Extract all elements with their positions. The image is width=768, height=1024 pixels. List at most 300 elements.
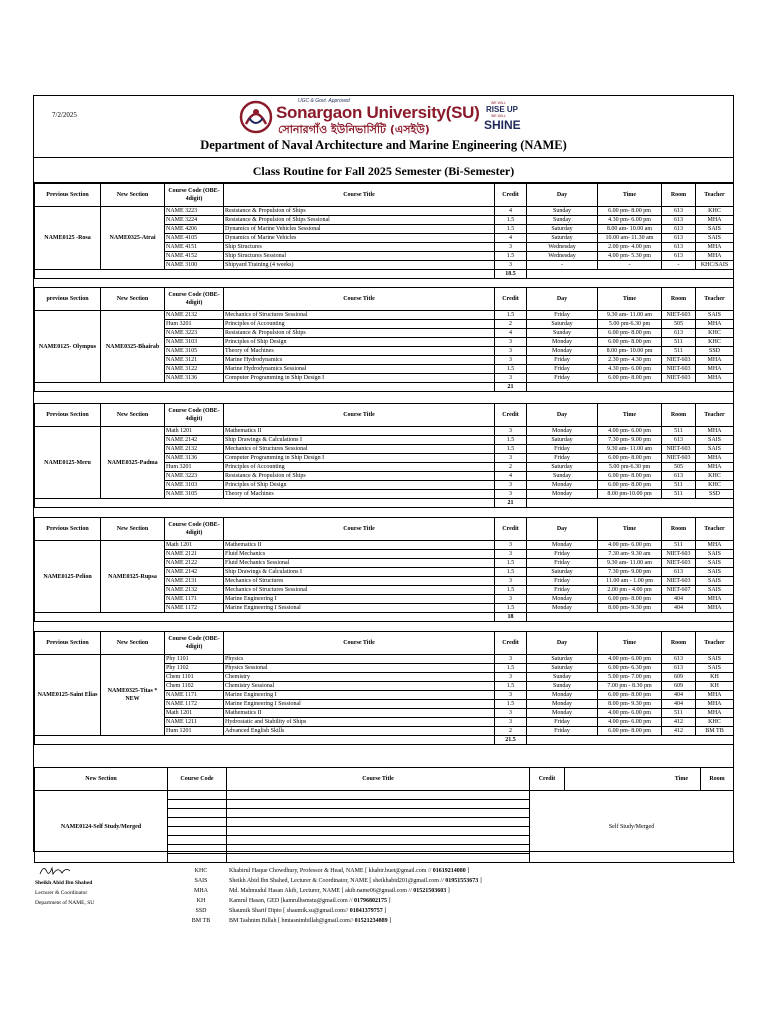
course-code-cell: Phy 1102 bbox=[165, 664, 224, 673]
header-cell: Time bbox=[598, 288, 662, 311]
header-cell: Room bbox=[662, 184, 696, 207]
credit-cell: 3 bbox=[495, 356, 527, 365]
course-title-cell: Principles of Ship Design bbox=[224, 338, 495, 347]
day-cell: Monday bbox=[527, 700, 598, 709]
course-code-cell: NAME 3136 bbox=[165, 374, 224, 383]
day-cell: Sunday bbox=[527, 216, 598, 225]
total-credit-cell: 21 bbox=[495, 499, 527, 508]
course-code-cell: NAME 2131 bbox=[165, 577, 224, 586]
room-cell: 613 bbox=[662, 234, 696, 243]
blank-cell bbox=[168, 809, 227, 818]
course-title-cell: Marine Engineering I bbox=[224, 595, 495, 604]
course-title-cell: Ship Drawings & Calculations I bbox=[224, 568, 495, 577]
total-credit-row bbox=[35, 383, 734, 392]
blank-cell bbox=[527, 383, 734, 392]
self-study-header-row bbox=[35, 768, 734, 791]
day-cell: Friday bbox=[527, 311, 598, 320]
room-cell: 511 bbox=[662, 481, 696, 490]
course-code-cell: NAME 3105 bbox=[165, 490, 224, 499]
teacher-cell: KH bbox=[696, 673, 734, 682]
credit-cell: 3 bbox=[495, 490, 527, 499]
course-code-cell: NAME 3224 bbox=[165, 216, 224, 225]
day-cell: Sunday bbox=[527, 207, 598, 216]
room-cell: NIET-603 bbox=[662, 374, 696, 383]
table-row bbox=[35, 655, 734, 664]
table-header-row bbox=[35, 518, 734, 541]
header-cell: Time bbox=[598, 632, 662, 655]
course-title-cell: Resistance & Propulsion of Ships bbox=[224, 329, 495, 338]
blank-cell bbox=[227, 791, 530, 800]
teacher-details: BM Tashnim Billah [ bmtasnimbillah@gmail.com// bbox=[229, 918, 355, 924]
course-title-cell: Marine Engineering I bbox=[224, 691, 495, 700]
time-cell: 6.00 pm- 8.00 pm bbox=[598, 595, 662, 604]
blank-cell bbox=[168, 845, 227, 854]
time-cell: 6.00 pm- 8.00 pm bbox=[598, 691, 662, 700]
header-cell: Day bbox=[527, 404, 598, 427]
logo-university-name: Sonargaon University(SU) bbox=[276, 103, 480, 122]
credit-cell: 3 bbox=[495, 691, 527, 700]
credit-cell: 3 bbox=[495, 577, 527, 586]
blank-cell bbox=[527, 270, 734, 279]
table-row bbox=[35, 427, 734, 436]
credit-cell: 1.5 bbox=[495, 604, 527, 613]
room-cell: 511 bbox=[662, 338, 696, 347]
credit-cell: 1.5 bbox=[495, 216, 527, 225]
self-study-section-cell: NAME0124-Self Study/Merged bbox=[35, 791, 168, 863]
blank-cell bbox=[227, 845, 530, 854]
day-cell: Saturday bbox=[527, 225, 598, 234]
room-cell: 505 bbox=[662, 463, 696, 472]
teacher-cell: MHA bbox=[696, 252, 734, 261]
credit-cell: 3 bbox=[495, 261, 527, 270]
course-code-cell: Math 1201 bbox=[165, 427, 224, 436]
previous-section-cell: NAME0125-Pelion bbox=[35, 541, 101, 613]
course-title-cell: Hydrostatic and Stability of Ships bbox=[224, 718, 495, 727]
teacher-details-end: ] bbox=[387, 898, 391, 904]
time-cell: 4.00 pm- 6.00 pm bbox=[598, 427, 662, 436]
blank-cell bbox=[227, 800, 530, 809]
header-cell: Previous Section bbox=[35, 184, 101, 207]
day-cell: Saturday bbox=[527, 436, 598, 445]
credit-cell: 4 bbox=[495, 207, 527, 216]
header-cell: Credit bbox=[495, 404, 527, 427]
header-cell: Credit bbox=[495, 184, 527, 207]
blank-cell bbox=[527, 613, 734, 622]
course-title-cell: Mathematics II bbox=[224, 427, 495, 436]
teacher-code: KH bbox=[196, 898, 206, 904]
course-code-cell: Chem 1101 bbox=[165, 673, 224, 682]
teacher-details-end: ] bbox=[465, 868, 470, 874]
blank-cell bbox=[227, 809, 530, 818]
header-cell: Day bbox=[527, 288, 598, 311]
room-cell: 511 bbox=[662, 541, 696, 550]
header-cell: Teacher bbox=[696, 288, 734, 311]
teacher-info bbox=[229, 896, 589, 906]
table-header-row bbox=[35, 184, 734, 207]
course-code-cell: NAME 3223 bbox=[165, 472, 224, 481]
table-row bbox=[35, 207, 734, 216]
course-code-cell: NAME 4206 bbox=[165, 225, 224, 234]
time-cell: 4.00 pm- 5.30 pm bbox=[598, 252, 662, 261]
course-title-cell: Mechanics of Structures Sessional bbox=[224, 586, 495, 595]
day-cell: Friday bbox=[527, 365, 598, 374]
credit-cell: 1.5 bbox=[495, 700, 527, 709]
course-title-cell: Dynamics of Marine Vehicles Sessional bbox=[224, 225, 495, 234]
course-title-cell: Advanced English Skills bbox=[224, 727, 495, 736]
teacher-details: Shaumik Sharif Dipto [ shaumik.su@gmail.com// bbox=[229, 908, 350, 914]
course-code-cell: Hum 3201 bbox=[165, 463, 224, 472]
room-cell: NIET-603 bbox=[662, 356, 696, 365]
header-cell: previous Section bbox=[35, 288, 101, 311]
teacher-cell: SSD bbox=[696, 490, 734, 499]
table-header-row bbox=[35, 404, 734, 427]
teacher-cell: KHC bbox=[696, 481, 734, 490]
course-title-cell: Mechanics of Structures bbox=[224, 577, 495, 586]
day-cell: Friday bbox=[527, 718, 598, 727]
course-title-cell: Mathematics II bbox=[224, 709, 495, 718]
time-cell: 7.30 am- 9.30 am bbox=[598, 550, 662, 559]
course-code-cell: NAME 2132 bbox=[165, 586, 224, 595]
room-cell: NIET-603 bbox=[662, 559, 696, 568]
course-title-cell: Physics Sessional bbox=[224, 664, 495, 673]
course-code-cell: NAME 2142 bbox=[165, 568, 224, 577]
total-credit-row bbox=[35, 270, 734, 279]
room-cell: 511 bbox=[662, 709, 696, 718]
teacher-cell: MHA bbox=[696, 541, 734, 550]
total-credit-cell: 18.5 bbox=[495, 270, 527, 279]
teacher-cell: MHA bbox=[696, 691, 734, 700]
credit-cell: 3 bbox=[495, 709, 527, 718]
time-cell: 5.00 pm-6.30 pm bbox=[598, 463, 662, 472]
new-section-cell: NAME0325-Bhairab bbox=[101, 311, 165, 383]
university-logo bbox=[238, 98, 538, 136]
teacher-cell: MHA bbox=[696, 700, 734, 709]
day-cell: Monday bbox=[527, 541, 598, 550]
credit-cell: 2 bbox=[495, 727, 527, 736]
teacher-phone: 01521503603 bbox=[413, 888, 447, 894]
day-cell: Sunday bbox=[527, 682, 598, 691]
time-cell: 8.00 pm-10.00 pm bbox=[598, 490, 662, 499]
room-cell: 613 bbox=[662, 436, 696, 445]
time-cell: 8.00 pm- 9.30 pm bbox=[598, 604, 662, 613]
blank-cell bbox=[168, 818, 227, 827]
time-cell: 4.00 pm- 6.00 pm bbox=[598, 541, 662, 550]
course-title-cell: Marine Engineering I Sessional bbox=[224, 604, 495, 613]
header-cell: Course Code bbox=[168, 768, 227, 791]
room-cell: NIET-607 bbox=[662, 586, 696, 595]
credit-cell: 3 bbox=[495, 347, 527, 356]
total-credit-cell: 21.5 bbox=[495, 736, 527, 745]
teacher-details: Kamrul Hasan, GED [kamrulhsmstu@gmail.com // bbox=[229, 898, 355, 904]
header-cell: New Section bbox=[35, 768, 168, 791]
day-cell: Monday bbox=[527, 490, 598, 499]
time-cell: 6.00 pm- 8.00 pm bbox=[598, 329, 662, 338]
room-cell: 404 bbox=[662, 700, 696, 709]
room-cell: 613 bbox=[662, 329, 696, 338]
header-cell: Day bbox=[527, 184, 598, 207]
course-title-cell: Mechanics of Structures Sessional bbox=[224, 311, 495, 320]
room-cell: 505 bbox=[662, 320, 696, 329]
logo-tag-small-2: WE WILL bbox=[491, 114, 506, 118]
blank-cell bbox=[168, 800, 227, 809]
blank-cell bbox=[168, 854, 227, 863]
credit-cell: 3 bbox=[495, 673, 527, 682]
time-cell: 8.00 pm- 10.00 pm bbox=[598, 347, 662, 356]
room-cell: 613 bbox=[662, 664, 696, 673]
room-cell: 613 bbox=[662, 655, 696, 664]
blank-cell bbox=[227, 827, 530, 836]
teacher-phone: 01619214080 bbox=[432, 868, 466, 874]
day-cell: Monday bbox=[527, 427, 598, 436]
teacher-cell: SAIS bbox=[696, 445, 734, 454]
teacher-code: BM TB bbox=[191, 918, 211, 924]
credit-cell: 2 bbox=[495, 463, 527, 472]
credit-cell: 4 bbox=[495, 234, 527, 243]
teacher-cell: MHA bbox=[696, 709, 734, 718]
header-cell: New Section bbox=[101, 404, 165, 427]
day-cell: Monday bbox=[527, 347, 598, 356]
time-cell: 8.00 am- 10.00 am bbox=[598, 225, 662, 234]
day-cell: Monday bbox=[527, 604, 598, 613]
previous-section-cell: NAME0125-Meru bbox=[35, 427, 101, 499]
course-code-cell: NAME 3223 bbox=[165, 207, 224, 216]
teacher-legend-names bbox=[229, 866, 589, 926]
course-title-cell: Dynamics of Marine Vehicles bbox=[224, 234, 495, 243]
teacher-cell: SAIS bbox=[696, 225, 734, 234]
teacher-cell: SAIS bbox=[696, 664, 734, 673]
teacher-cell: KHC bbox=[696, 338, 734, 347]
signature-scribble-icon bbox=[38, 862, 78, 878]
credit-cell: 1.5 bbox=[495, 225, 527, 234]
header-cell: Teacher bbox=[696, 518, 734, 541]
day-cell: Friday bbox=[527, 577, 598, 586]
total-credit-cell: 21 bbox=[495, 383, 527, 392]
day-cell: Friday bbox=[527, 559, 598, 568]
credit-cell: 2 bbox=[495, 320, 527, 329]
course-title-cell: Ship Structures Sessional bbox=[224, 252, 495, 261]
teacher-cell: BM TB bbox=[696, 727, 734, 736]
course-title-cell: Physics bbox=[224, 655, 495, 664]
credit-cell: 3 bbox=[495, 427, 527, 436]
room-cell: 613 bbox=[662, 225, 696, 234]
teacher-phone: 01951553673 bbox=[445, 878, 479, 884]
total-credit-cell: 18 bbox=[495, 613, 527, 622]
teacher-cell: MHA bbox=[696, 427, 734, 436]
room-cell: 404 bbox=[662, 691, 696, 700]
room-cell: NIET-603 bbox=[662, 550, 696, 559]
course-title-cell: Computer Programming in Ship Design I bbox=[224, 374, 495, 383]
day-cell: Friday bbox=[527, 586, 598, 595]
teacher-code: KHC bbox=[194, 868, 208, 874]
document-header bbox=[34, 96, 733, 157]
room-cell: 511 bbox=[662, 427, 696, 436]
logo-university-name-bangla: সোনারগাঁও ইউনিভার্সিটি (এসইউ) bbox=[278, 123, 430, 136]
time-cell: 4.30 pm- 6.00 pm bbox=[598, 365, 662, 374]
day-cell: Friday bbox=[527, 727, 598, 736]
header-cell: Course Title bbox=[224, 404, 495, 427]
time-cell: 6.00 pm- 8.00 pm bbox=[598, 472, 662, 481]
time-cell: 9.30 am- 11.00 am bbox=[598, 311, 662, 320]
day-cell: Saturday bbox=[527, 234, 598, 243]
new-section-cell: NAME0325-Rupsa bbox=[101, 541, 165, 613]
time-cell: 8.00 pm- 9.30 pm bbox=[598, 700, 662, 709]
day-cell: Monday bbox=[527, 691, 598, 700]
header-cell: Teacher bbox=[696, 404, 734, 427]
room-cell: 613 bbox=[662, 243, 696, 252]
header-cell: Course Title bbox=[224, 518, 495, 541]
room-cell: NIET-603 bbox=[662, 454, 696, 463]
course-code-cell: NAME 2122 bbox=[165, 559, 224, 568]
header-cell: Course Title bbox=[224, 288, 495, 311]
header-cell: Credit bbox=[495, 632, 527, 655]
course-code-cell: NAME 2132 bbox=[165, 445, 224, 454]
teacher-phone: 01796802175 bbox=[354, 898, 388, 904]
day-cell: Saturday bbox=[527, 568, 598, 577]
header-cell: Credit bbox=[530, 768, 565, 791]
course-code-cell: Hum 3201 bbox=[165, 320, 224, 329]
credit-cell: 1.5 bbox=[495, 559, 527, 568]
table-row bbox=[35, 311, 734, 320]
day-cell: Sunday bbox=[527, 329, 598, 338]
room-cell: - bbox=[662, 261, 696, 270]
course-code-cell: NAME 3223 bbox=[165, 329, 224, 338]
credit-cell: 4 bbox=[495, 472, 527, 481]
routine-title: Class Routine for Fall 2025 Semester (Bi-Semester) bbox=[252, 164, 515, 178]
header-cell: Course Code (OBE-4digit) bbox=[165, 288, 224, 311]
teacher-cell: KH bbox=[696, 682, 734, 691]
teacher-code: SAIS bbox=[194, 878, 208, 884]
course-code-cell: NAME 3121 bbox=[165, 356, 224, 365]
credit-cell: 1.5 bbox=[495, 586, 527, 595]
time-cell: 10.00 am- 11.30 am bbox=[598, 234, 662, 243]
header-cell: Time bbox=[598, 404, 662, 427]
room-cell: 412 bbox=[662, 718, 696, 727]
course-title-cell: Resistance & Propulsion of Ships bbox=[224, 207, 495, 216]
teacher-phone: 01521234889 bbox=[354, 918, 388, 924]
header-cell: Previous Section bbox=[35, 632, 101, 655]
previous-section-cell: NAME0125 -Rosa bbox=[35, 207, 101, 270]
teacher-cell: SAIS bbox=[696, 568, 734, 577]
course-code-cell: NAME 2142 bbox=[165, 436, 224, 445]
table-header-row bbox=[35, 288, 734, 311]
course-code-cell: NAME 1172 bbox=[165, 604, 224, 613]
course-title-cell: Principles of Accounting bbox=[224, 320, 495, 329]
header-cell: Course Title bbox=[227, 768, 530, 791]
header-cell: Previous Section bbox=[35, 518, 101, 541]
header-cell: Room bbox=[662, 632, 696, 655]
blank-cell bbox=[35, 613, 495, 622]
credit-cell: 3 bbox=[495, 243, 527, 252]
table-row bbox=[35, 541, 734, 550]
blank-cell bbox=[35, 499, 495, 508]
course-code-cell: NAME 1172 bbox=[165, 700, 224, 709]
room-cell: 511 bbox=[662, 490, 696, 499]
new-section-cell: NAME0325-Atrai bbox=[101, 207, 165, 270]
teacher-cell: KHC bbox=[696, 207, 734, 216]
logo-approved-text: UGC & Govt. Approved bbox=[298, 98, 350, 104]
course-title-cell: Marine Hydrodynamics Sessional bbox=[224, 365, 495, 374]
teacher-details: Md. Mahmudul Hasan Akib, Lecturer, NAME [ akib.name06@gmail.com // bbox=[229, 888, 414, 894]
time-cell: 11.00 am - 1.00 pm bbox=[598, 577, 662, 586]
teacher-cell: SAIS bbox=[696, 550, 734, 559]
time-cell: 4.00 pm- 6.00 pm bbox=[598, 655, 662, 664]
day-cell: Monday bbox=[527, 481, 598, 490]
teacher-cell: MHA bbox=[696, 243, 734, 252]
day-cell: Friday bbox=[527, 374, 598, 383]
header-cell: Room bbox=[662, 404, 696, 427]
course-title-cell: Ship Structures bbox=[224, 243, 495, 252]
blank-cell bbox=[227, 818, 530, 827]
time-cell: 6.00 pm- 8.00 pm bbox=[598, 454, 662, 463]
teacher-code: SSD bbox=[195, 908, 207, 914]
routine-table bbox=[34, 287, 734, 392]
day-cell: Monday bbox=[527, 595, 598, 604]
day-cell: Saturday bbox=[527, 655, 598, 664]
course-title-cell: Mathematics II bbox=[224, 541, 495, 550]
teacher-cell: MHA bbox=[696, 463, 734, 472]
course-code-cell: NAME 3136 bbox=[165, 454, 224, 463]
header-cell: Course Code (OBE-4digit) bbox=[165, 404, 224, 427]
course-code-cell: NAME 3105 bbox=[165, 347, 224, 356]
header-cell: Course Code (OBE-4digit) bbox=[165, 184, 224, 207]
day-cell: Monday bbox=[527, 338, 598, 347]
blank-cell bbox=[168, 791, 227, 800]
teacher-phone: 01841379757 bbox=[349, 908, 383, 914]
course-title-cell: Marine Hydrodynamics bbox=[224, 356, 495, 365]
course-code-cell: Chem 1102 bbox=[165, 682, 224, 691]
room-cell: 609 bbox=[662, 673, 696, 682]
time-cell: 6.00 pm- 8.00 pm bbox=[598, 338, 662, 347]
teacher-cell: MHA bbox=[696, 365, 734, 374]
signature-role: Lecturer & Coordinator bbox=[35, 890, 88, 896]
credit-cell: 3 bbox=[495, 595, 527, 604]
room-cell: NIET-603 bbox=[662, 311, 696, 320]
teacher-details-end: ] bbox=[446, 888, 450, 894]
room-cell: 511 bbox=[662, 347, 696, 356]
course-title-cell: Computer Programming in Ship Design I bbox=[224, 454, 495, 463]
teacher-info bbox=[229, 876, 589, 886]
header-cell: New Section bbox=[101, 632, 165, 655]
blank-cell bbox=[168, 827, 227, 836]
teacher-cell: MHA bbox=[696, 595, 734, 604]
teacher-cell: SAIS bbox=[696, 559, 734, 568]
teacher-code: MHA bbox=[193, 888, 208, 894]
teacher-cell: MHA bbox=[696, 374, 734, 383]
blank-cell bbox=[227, 836, 530, 845]
time-cell: 6.00 pm- 8.00 pm bbox=[598, 481, 662, 490]
teacher-details-end: ] bbox=[382, 908, 387, 914]
time-cell: 7.00 pm - 8.30 pm bbox=[598, 682, 662, 691]
new-section-cell: NAME0325-Titas * NEW bbox=[101, 655, 165, 736]
total-credit-row bbox=[35, 613, 734, 622]
credit-cell: 3 bbox=[495, 374, 527, 383]
blank-cell bbox=[168, 836, 227, 845]
total-credit-row bbox=[35, 499, 734, 508]
teacher-cell: MHA bbox=[696, 454, 734, 463]
teacher-cell: KHC bbox=[696, 329, 734, 338]
teacher-info bbox=[229, 906, 589, 916]
course-code-cell: NAME 2132 bbox=[165, 311, 224, 320]
blank-cell bbox=[35, 736, 495, 745]
signature-dept: Department of NAME, SU bbox=[35, 900, 95, 906]
blank-cell bbox=[527, 736, 734, 745]
room-cell: 609 bbox=[662, 682, 696, 691]
teacher-info bbox=[229, 916, 589, 926]
room-cell: 404 bbox=[662, 595, 696, 604]
course-code-cell: Hum 1201 bbox=[165, 727, 224, 736]
day-cell: - bbox=[527, 261, 598, 270]
teacher-details-end: ] bbox=[478, 878, 482, 884]
